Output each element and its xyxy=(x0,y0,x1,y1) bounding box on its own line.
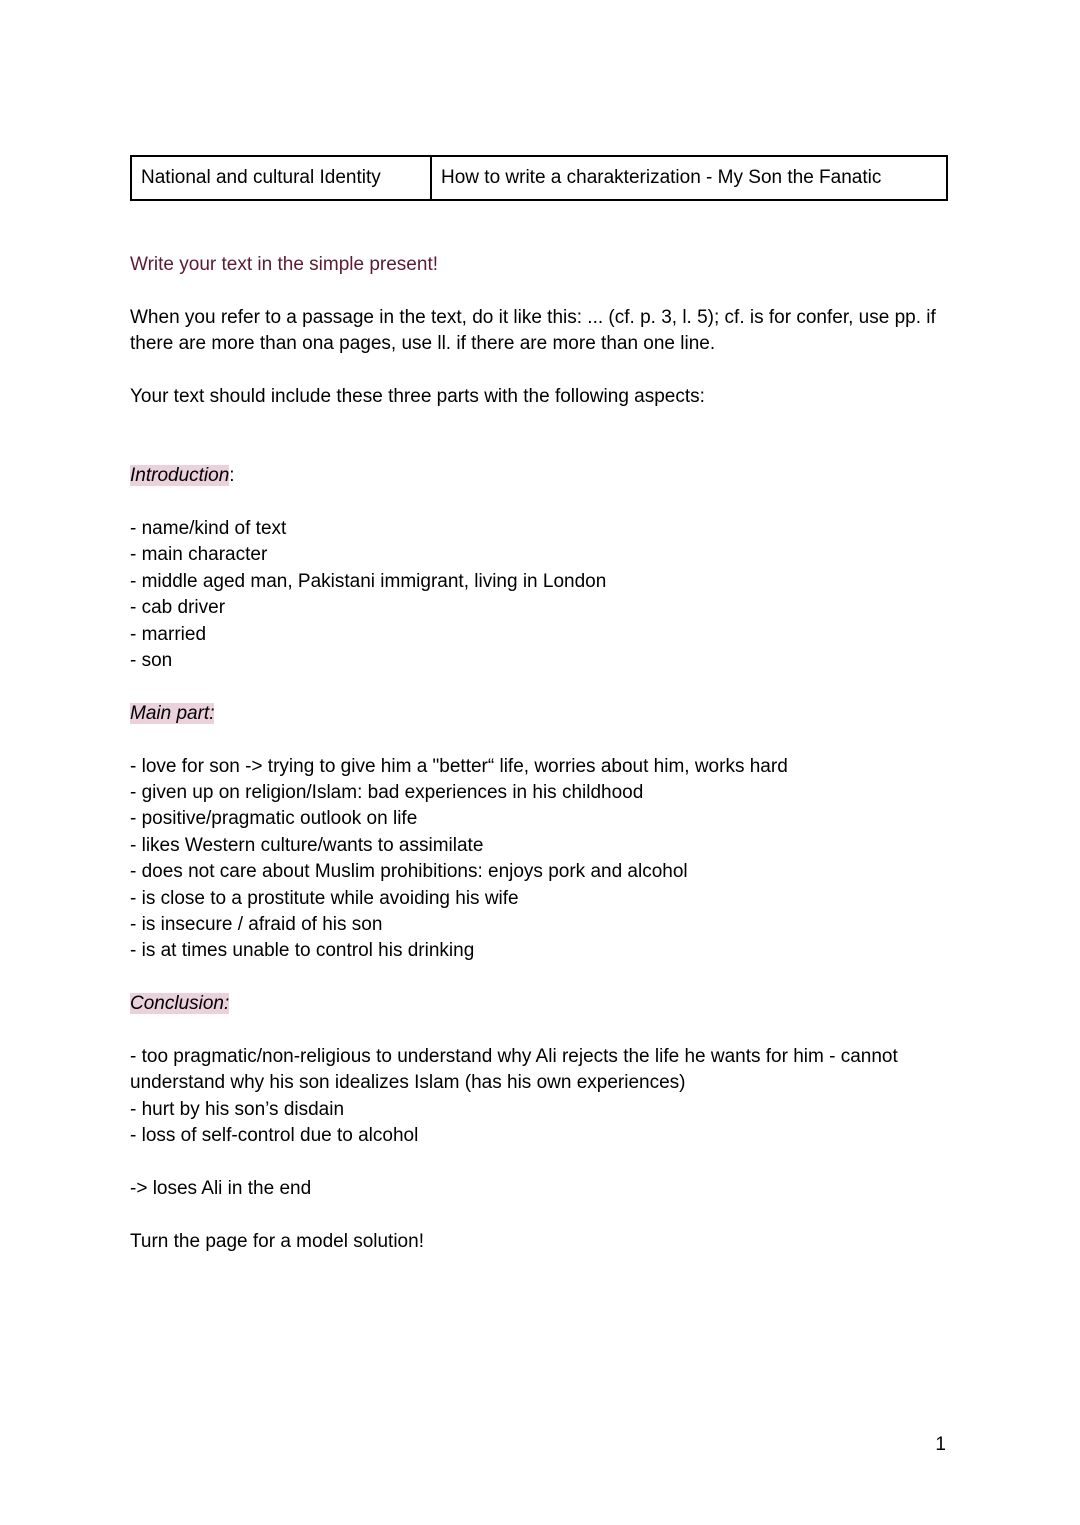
conclusion-heading: Conclusion: xyxy=(130,993,230,1015)
list-item: - likes Western culture/wants to assimilate xyxy=(130,834,484,856)
list-item: - is at times unable to control his drinking xyxy=(130,940,475,962)
list-item: - hurt by his son’s disdain xyxy=(130,1098,345,1120)
main-part-heading: Main part: xyxy=(130,702,215,724)
footer-note: Turn the page for a model solution! xyxy=(130,1230,424,1252)
main-part-list xyxy=(130,754,950,965)
introduction-heading-line xyxy=(130,463,950,489)
conclusion-result: -> loses Ali in the end xyxy=(130,1178,312,1200)
list-item: - love for son -> trying to give him a "better“ life, worries about him, works hard xyxy=(130,755,788,777)
list-item: - loss of self-control due to alcohol xyxy=(130,1125,419,1147)
list-item: - name/kind of text xyxy=(130,518,287,539)
main-part-heading-line xyxy=(130,701,950,727)
header-topic-cell: National and cultural Identity xyxy=(132,157,432,199)
list-item: - main character xyxy=(130,544,268,566)
introduction-list xyxy=(130,516,950,674)
conclusion-heading-line xyxy=(130,991,950,1017)
page-number: 1 xyxy=(935,1434,946,1455)
list-item: - middle aged man, Pakistani immigrant, living in London xyxy=(130,570,607,592)
simple-present-instruction: Write your text in the simple present! xyxy=(130,254,438,275)
introduction-heading: Introduction xyxy=(130,465,230,487)
list-item: - cab driver xyxy=(130,597,226,619)
list-item: - is insecure / afraid of his son xyxy=(130,914,383,936)
list-item: - married xyxy=(130,623,207,645)
list-item: - is close to a prostitute while avoiding his wife xyxy=(130,887,519,909)
list-item: - does not care about Muslim prohibitions: enjoys pork and alcohol xyxy=(130,861,688,883)
list-item: - son xyxy=(130,650,173,672)
header-title-cell: How to write a charakterization - My Son the Fanatic xyxy=(441,166,882,188)
list-item: - given up on religion/Islam: bad experiences in his childhood xyxy=(130,782,644,804)
conclusion-list xyxy=(130,1044,950,1150)
reference-instruction: When you refer to a passage in the text, do it like this: ... (cf. p. 3, l. 5); cf. is for confer, use pp. if there are more than ona pages, use ll. if there are more than one line. xyxy=(130,306,936,355)
three-parts-instruction: Your text should include these three parts with the following aspects: xyxy=(130,386,705,407)
header-table xyxy=(130,155,948,201)
document-body xyxy=(130,252,950,1255)
introduction-heading-colon: : xyxy=(229,465,235,487)
list-item: - positive/pragmatic outlook on life xyxy=(130,808,418,830)
list-item: - too pragmatic/non-religious to understand why Ali rejects the life he wants for him - cannot understand why his son idealizes Islam (has his own experiences) xyxy=(130,1046,898,1094)
